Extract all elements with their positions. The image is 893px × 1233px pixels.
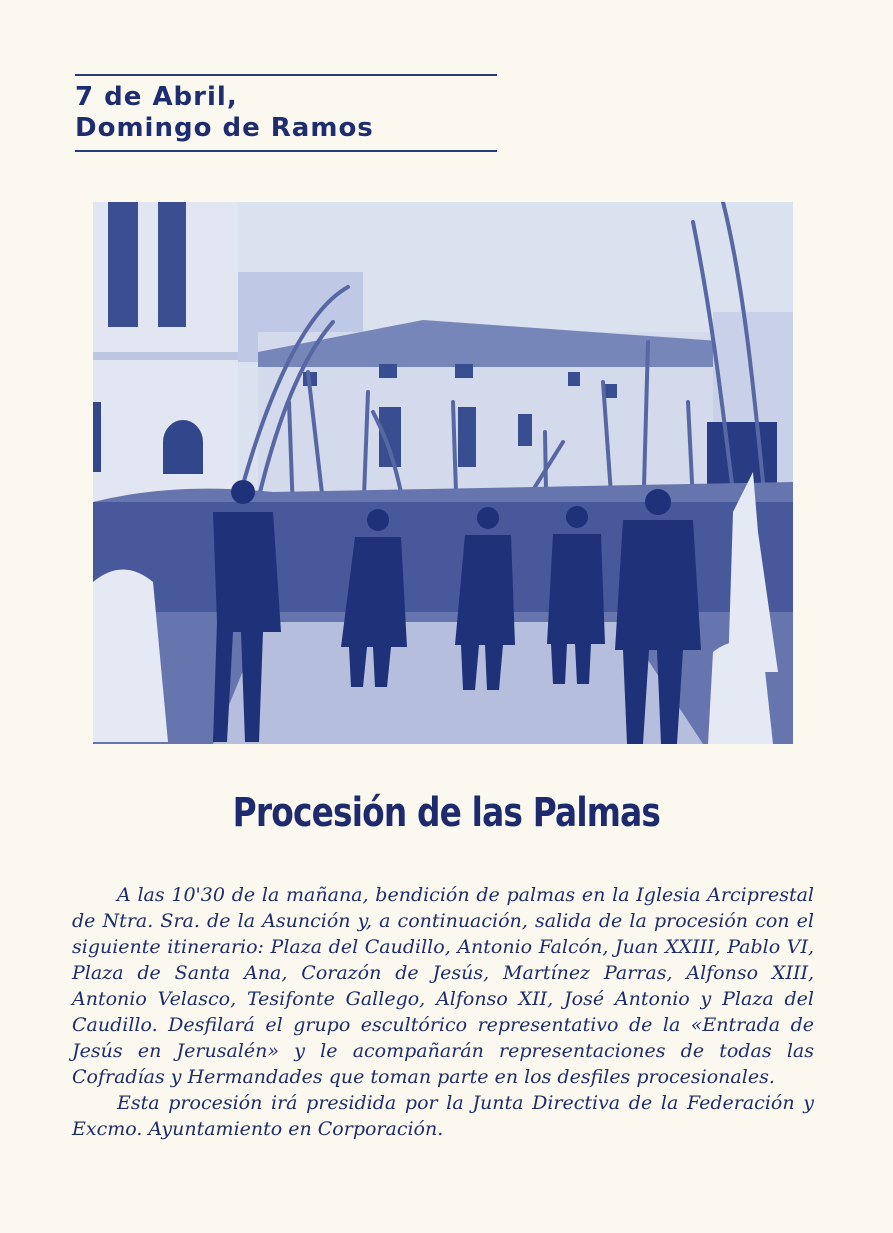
procession-photo: [93, 202, 793, 744]
bottom-rule: [75, 150, 497, 152]
body-text: [72, 882, 814, 1142]
paragraph: A las 10'30 de la mañana, bendición de palmas en la Iglesia Arciprestal de Ntra. Sra. de la Asunción y, a continuación, salida de la procesión con el siguiente itinerario: Plaza del Caudillo, Antonio Falcón, Juan XXIII, Pablo VI, Plaza de Santa Ana, Corazón de Jesús, Martínez Parras, Alfonso XIII, Antonio Velasco, Tesifonte Gallego, Alfonso XII, José Antonio y Plaza del Caudillo. Desfilará el grupo escultórico representativo de la «Entrada de Jesús en Jerusalén» y le acompañarán representaciones de todas las Cofradías y Hermandades que toman parte en los desfiles procesionales.: [72, 884, 814, 1088]
section-title: Procesión de las Palmas: [232, 790, 661, 836]
top-rule: [75, 74, 497, 76]
page-heading: [75, 82, 515, 144]
paragraph: Esta procesión irá presidida por la Junta Directiva de la Federación y Excmo. Ayuntamiento en Corporación.: [72, 1092, 814, 1140]
heading-date: 7 de Abril,: [75, 82, 238, 112]
heading-day: Domingo de Ramos: [75, 113, 374, 143]
